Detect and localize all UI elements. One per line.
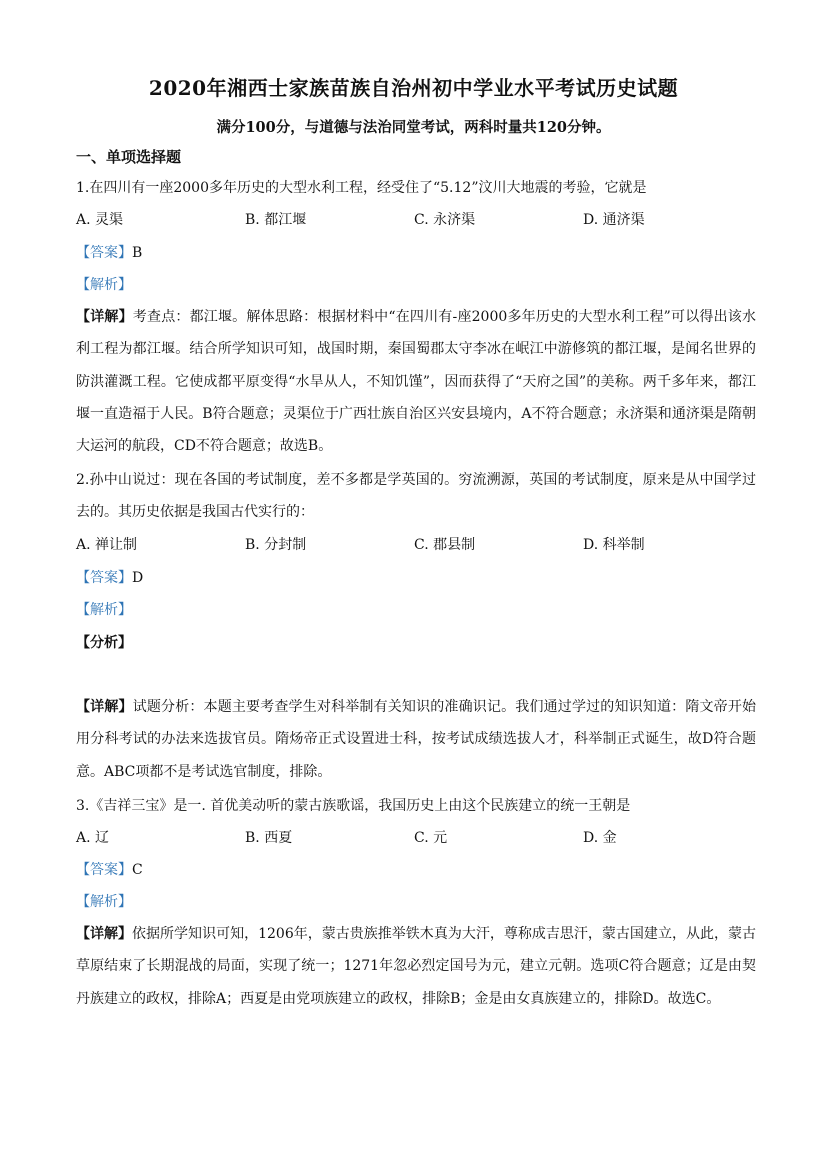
question-1-detail [76,301,756,466]
q2-option-c: C. 郡县制 [414,537,476,553]
detail-tag: 【详解】 [76,926,133,942]
q3-option-d: D. 金 [583,830,617,846]
q3-option-b: B. 西夏 [245,830,293,846]
analysis-tag: 【解析】 [76,602,132,618]
detail-text: 依据所学知识可知，1206年，蒙古贵族推举铁木真为大汗，尊称成吉思汗，蒙古国建立，从此，蒙古草原结束了长期混战的局面，实现了统一；1271年忽必烈定国号为元，建立元朝。选项C符合题意；辽是由契丹族建立的政权，排除A；西夏是由党项族建立的政权，排除B；金是由女真族建立的，排除D。故选C。 [76,926,756,1007]
q1-option-b: B. 都江堰 [245,212,307,228]
q1-option-d: D. 通济渠 [583,212,645,228]
question-2-detail [76,691,756,791]
question-1-answer [76,242,756,264]
q2-option-a: A. 禅让制 [76,537,138,553]
question-2-analysis-tag [76,599,756,621]
analysis-tag: 【解析】 [76,894,132,910]
question-3-stem: 3.《吉祥三宝》是一. 首优美动听的蒙古族歌谣，我国历史上由这个民族建立的统一王朝是 [76,798,631,814]
question-1-options [76,209,756,231]
detail-text: 试题分析：本题主要考查学生对科举制有关知识的准确识记。我们通过学过的知识知道：隋文帝开始用分科考试的办法来选拔官员。隋炀帝正式设置进士科，按考试成绩选拔人才，科举制正式诞生，故D符合题意。ABC项都不是考试选官制度，排除。 [76,699,757,780]
q3-option-c: C. 元 [414,830,448,846]
question-2-answer [76,567,756,589]
question-3-detail [76,918,756,1051]
question-2-stem: 2.孙中山说过：现在各国的考试制度，差不多都是学英国的。穷流溯源，英国的考试制度，原来是从中国学过去的。其历史依据是我国古代实行的： [76,472,756,521]
answer-tag: 【答案】 [76,245,132,261]
question-3-answer [76,859,756,881]
question-2-options [76,534,756,556]
question-3-options [76,827,756,849]
exam-subtitle: 满分100分，与道德与法治同堂考试，两科时量共120分钟。 [216,119,611,136]
q2-option-d: D. 科举制 [583,537,645,553]
q2-option-b: B. 分封制 [245,537,307,553]
section-heading: 一、单项选择题 [76,148,182,166]
question-3-analysis-tag [76,891,756,913]
answer-value: D [132,570,144,586]
answer-tag: 【答案】 [76,570,132,586]
answer-tag: 【答案】 [76,862,132,878]
q3-option-a: A. 辽 [76,830,110,846]
detail-tag: 【详解】 [76,309,133,325]
answer-value: C [132,862,143,878]
question-1-analysis-tag [76,274,756,296]
answer-value: B [132,245,143,261]
q1-option-c: C. 永济渠 [414,212,476,228]
question-1-stem: 1.在四川有一座2000多年历史的大型水利工程，经受住了“5.12”汶川大地震的考验，它就是 [76,180,647,196]
question-2-fenxi-tag: 【分析】 [76,635,132,651]
analysis-tag: 【解析】 [76,277,132,293]
detail-tag: 【详解】 [76,699,133,715]
exam-title: 2020年湘西士家族苗族自治州初中学业水平考试历史试题 [148,76,679,100]
q1-option-a: A. 灵渠 [76,212,124,228]
detail-text: 考查点：都江堰。解体思路：根据材料中“在四川有-座2000多年历史的大型水利工程”可以得出该水利工程为都江堰。结合所学知识可知，战国时期，秦国蜀郡太守李冰在岷江中游修筑的都江堰，是闻名世界的防洪灌溉工程。它使成都平原变得“水旱从人，不知饥馑”，因而获得了“天府之国”的美称。两千多年来，都江堰一直造福于人民。B符合题意；灵渠位于广西壮族自治区兴安县境内，A不符合题意；永济渠和通济渠是隋朝大运河的航段，CD不符合题意；故选B。 [76,309,757,455]
